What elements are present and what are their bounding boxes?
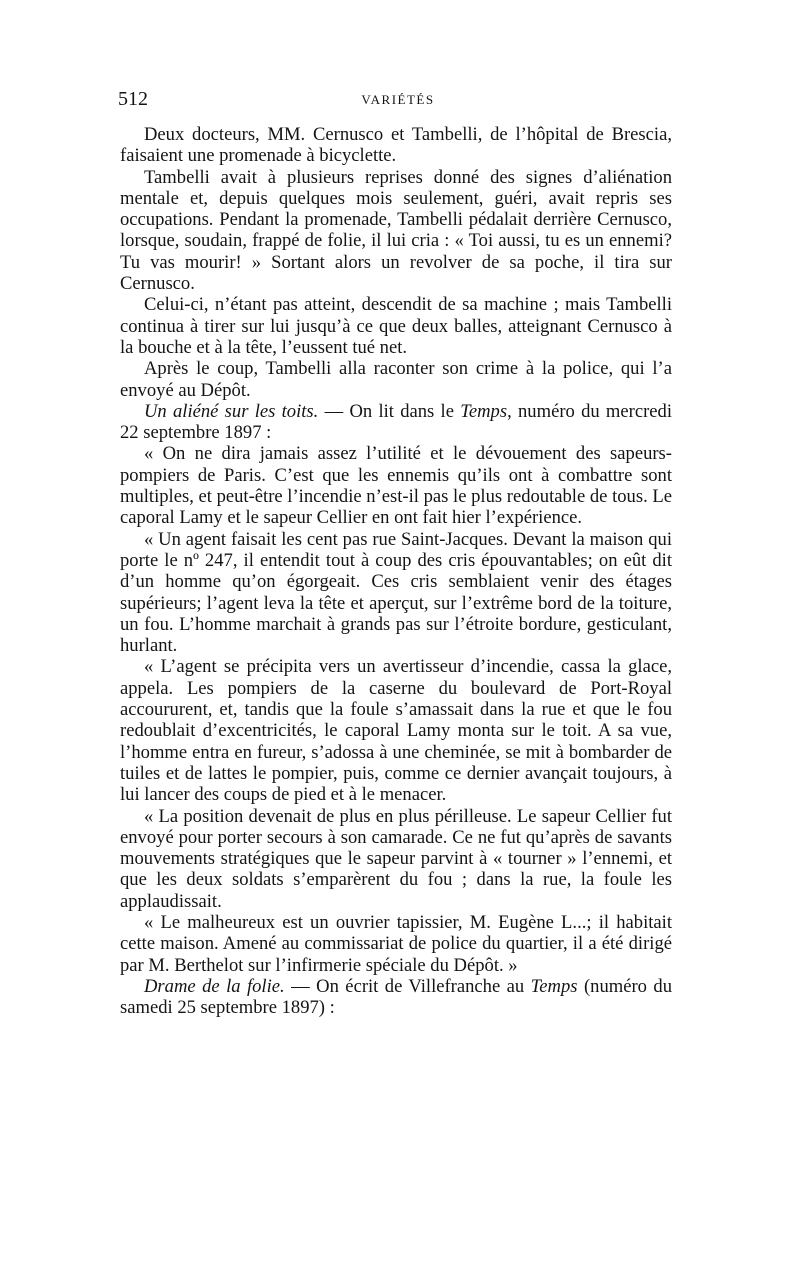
paragraph-4: Après le coup, Tambelli alla raconter son crime à la police, qui l’a envoyé au Dépôt.	[120, 358, 672, 401]
running-head	[118, 88, 678, 114]
paragraph-5-text-b: , numéro du mercredi 22 septembre 1897 :	[120, 400, 672, 444]
paragraph-11-text-b: (numéro du samedi 25 septembre 1897) :	[120, 975, 672, 1019]
paragraph-8: « L’agent se précipita vers un avertisseur d’incendie, cassa la glace, appela. Les pompiers de la caserne du boulevard de Port-Royal accoururent, et, tandis que la foule s’amassait dans la rue et que le fou redoublait d’excentricités, le caporal Lamy monta sur le toit. A sa vue, l’homme entra en fureur, s’adossa à une cheminée, se mit à bombarder de tuiles et de lattes le pompier, puis, comme ce dernier avançait toujours, à lui lancer des coups de pied et à le menacer.	[120, 656, 672, 806]
paragraph-2: Tambelli avait à plusieurs reprises donné des signes d’aliénation mentale et, depuis quelques mois seulement, guéri, avait repris ses occupations. Pendant la promenade, Tambelli pédalait derrière Cernusco, lorsque, soudain, frappé de folie, il lui cria : « Toi aussi, tu es un ennemi? Tu vas mourir! » Sortant alors un revolver de sa poche, il tira sur Cernusco.	[120, 166, 672, 295]
paragraph-10: « Le malheureux est un ouvrier tapissier, M. Eugène L...; il habitait cette maison. Amené au commissariat de police du quartier, il a été dirigé par M. Berthelot sur l’infirmerie spéciale du Dépôt. »	[120, 911, 672, 976]
paragraph-1: Deux docteurs, MM. Cernusco et Tambelli, de l’hôpital de Brescia, faisaient une promenade à bicyclette.	[120, 124, 672, 167]
paragraph-9: « La position devenait de plus en plus périlleuse. Le sapeur Cellier fut envoyé pour porter secours à son camarade. Ce ne fut qu’après de savants mouvements stratégiques que le sapeur parvint à « tourner » l’ennemi, et que les deux soldats s’emparèrent du fou ; dans la rue, la foule les applaudissait.	[120, 805, 672, 912]
paragraph-7: « Un agent faisait les cent pas rue Saint-Jacques. Devant la maison qui porte le nº 247, il entendit tout à coup des cris épouvantables; on eût dit d’un homme qu’on égorgeait. Ces cris semblaient venir des étages supérieurs; l’agent leva la tête et aperçut, sur l’extrême bord de la toiture, un fou. L’homme marchait à grands pas sur l’étroite bordure, gesticulant, hurlant.	[120, 528, 672, 657]
newspaper-name: Temps	[460, 400, 508, 422]
body-text	[120, 124, 672, 1018]
running-title: VARIÉTÉS	[361, 92, 435, 107]
paragraph-5-section-heading	[120, 401, 672, 444]
newspaper-name: Temps	[530, 975, 578, 997]
paragraph-11-section-heading	[120, 976, 672, 1019]
paragraph-3: Celui-ci, n’étant pas atteint, descendit de sa machine ; mais Tambelli continua à tirer sur lui jusqu’à ce que deux balles, atteignant Cernusco à la bouche et à la tête, l’eussent tué net.	[120, 294, 672, 358]
section-title-alienated: Un aliéné sur les toits.	[144, 400, 319, 422]
section-title-drame: Drame de la folie.	[144, 975, 285, 997]
paragraph-11-text-a: — On écrit de Villefranche au	[284, 975, 531, 997]
paragraph-6: « On ne dira jamais assez l’utilité et le dévouement des sapeurs-pompiers de Paris. C’est que les ennemis qu’ils ont à combattre sont multiples, et peut-être l’incendie n’est-il pas le plus redoutable de tous. Le caporal Lamy et le sapeur Cellier en ont fait hier l’expérience.	[120, 443, 672, 529]
page-number: 512	[118, 88, 148, 110]
paragraph-5-text-a: — On lit dans le	[318, 400, 461, 422]
